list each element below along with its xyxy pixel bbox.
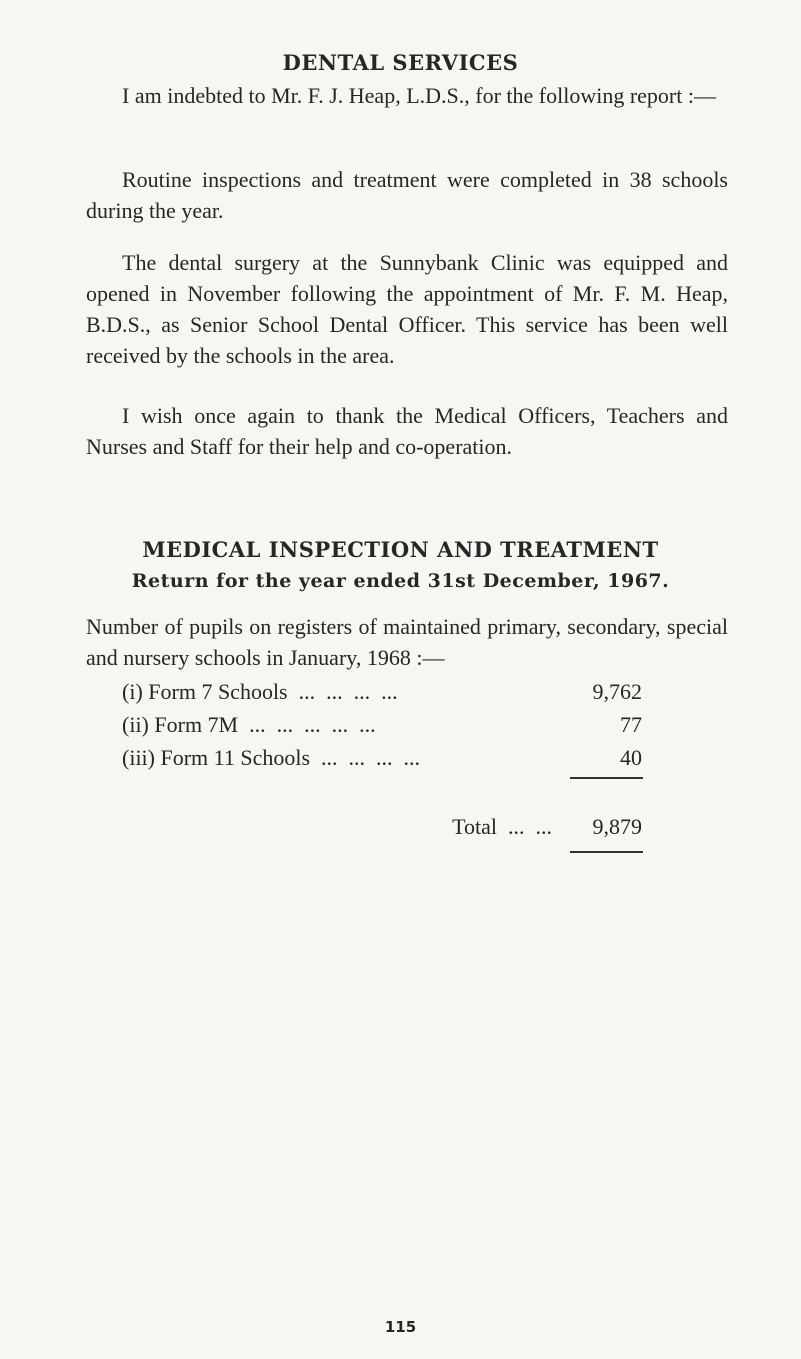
pupil-row [122,709,642,740]
routine-inspections-paragraph: Routine inspections and treatment were completed in 38 schools during the year. [86,167,728,223]
thanks-paragraph: I wish once again to thank the Medical Officers, Teachers and Nurses and Staff for their help and co-operation. [86,403,728,459]
pupil-row [122,742,642,773]
medical-inspection-heading: MEDICAL INSPECTION AND TREATMENT [142,537,659,562]
pupil-row-label: (ii) Form 7M ... ... ... ... ... [122,712,376,737]
pupil-row-label: (iii) Form 11 Schools ... ... ... ... [122,745,421,770]
total-label: Total ... ... [452,814,552,839]
pupil-row-value: 77 [620,712,642,737]
pupils-intro-paragraph: Number of pupils on registers of maintained primary, secondary, special and nursery schools in January, 1968 :— [86,614,728,670]
intro-paragraph: I am indebted to Mr. F. J. Heap, L.D.S., for the following report :— [122,83,716,108]
subtotal-rule [570,777,643,779]
pupil-row-label: (i) Form 7 Schools ... ... ... ... [122,679,398,704]
pupil-row-value: 40 [620,745,642,770]
total-value: 9,879 [592,814,642,839]
dental-surgery-paragraph: The dental surgery at the Sunnybank Clinic was equipped and opened in November following the appointment of Mr. F. M. Heap, B.D.S., as Senior School Dental Officer. This service has been well received by the schools in the area. [86,250,728,368]
pupil-row-value: 9,762 [592,679,642,704]
total-row [300,811,642,842]
pupil-row [122,676,642,707]
total-rule [570,851,643,853]
page-number: 115 [384,1318,417,1336]
return-subheading: Return for the year ended 31st December, 1967. [131,570,670,592]
dental-services-heading: DENTAL SERVICES [282,50,519,75]
